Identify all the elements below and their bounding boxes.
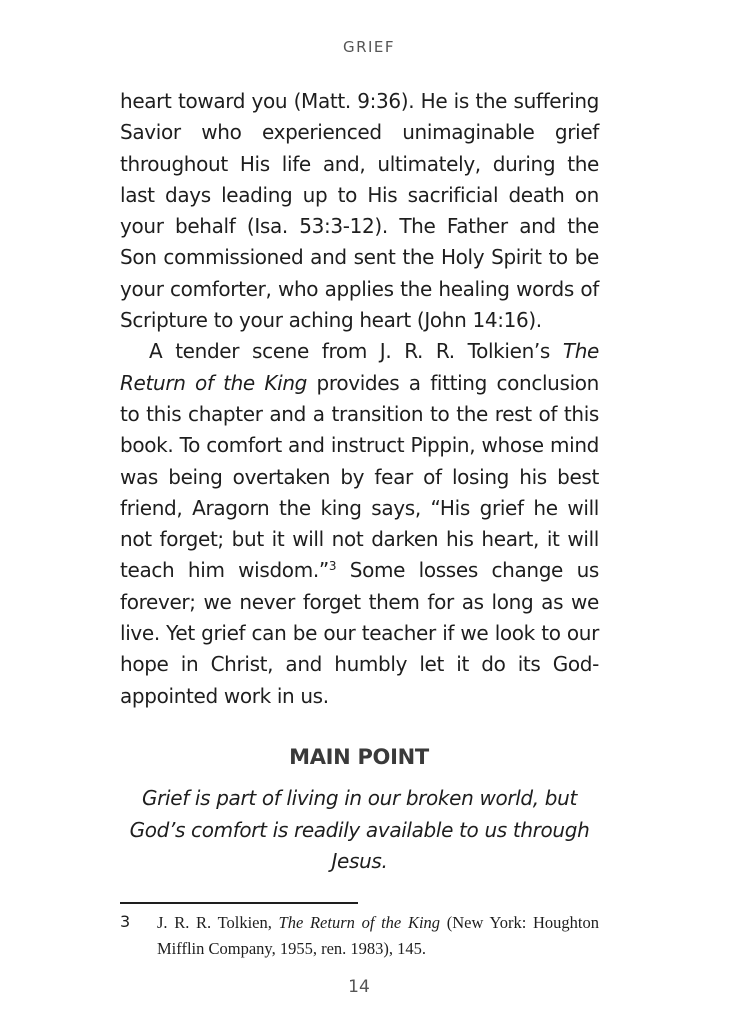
paragraph-text: provides a fitting conclusion to this chapter and a transition to the rest of this book. To comfort and instruct Pippin, whose mind was being overtaken by fear of losing his best friend, Aragorn the king says, “His grief he will not forget; but it will not darken his heart, it will teach him wisdom.” [120,370,599,583]
footnote-text-part: (New York: Houghton Mifflin Company, 1955, ren. 1983), 145. [157,913,599,958]
footnote [120,910,599,962]
paragraph-text: A tender scene from J. R. R. Tolkien’s [149,339,563,364]
main-point-text: Grief is part of living in our broken world, but God’s comfort is readily available to us through Jesus. [129,786,590,873]
paragraph-text: Some losses change us forever; we never forget them for as long as we live. Yet grief can be our teacher if we look to our hope in Christ, and humbly let it do its God-appointed work in us. [120,558,599,708]
body-text [120,86,599,712]
footnote-reference: 3 [328,559,337,574]
footnote-text [157,910,599,962]
paragraph-tolkien [120,336,599,712]
footnote-book-title: The Return of the King [278,913,441,932]
book-title: The Return of the King [120,339,599,395]
footnote-number: 3 [120,912,131,931]
footnote-divider [120,902,358,904]
main-point-heading: MAIN POINT [289,745,429,769]
running-head: GRIEF [342,38,396,56]
page-number: 14 [348,977,370,997]
footnote-text-part: J. R. R. Tolkien, [157,913,279,932]
paragraph-continuation: heart toward you (Matt. 9:36). He is the suffering Savior who experienced unimaginable grief throughout His life and, ultimately, during the last days leading up to His sacrificial death on your behalf (Isa. 53:3-12). The Father and the Son commissioned and sent the Holy Spirit to be your comforter, who applies the healing words of Scripture to your aching heart (John 14:16). [120,89,599,333]
